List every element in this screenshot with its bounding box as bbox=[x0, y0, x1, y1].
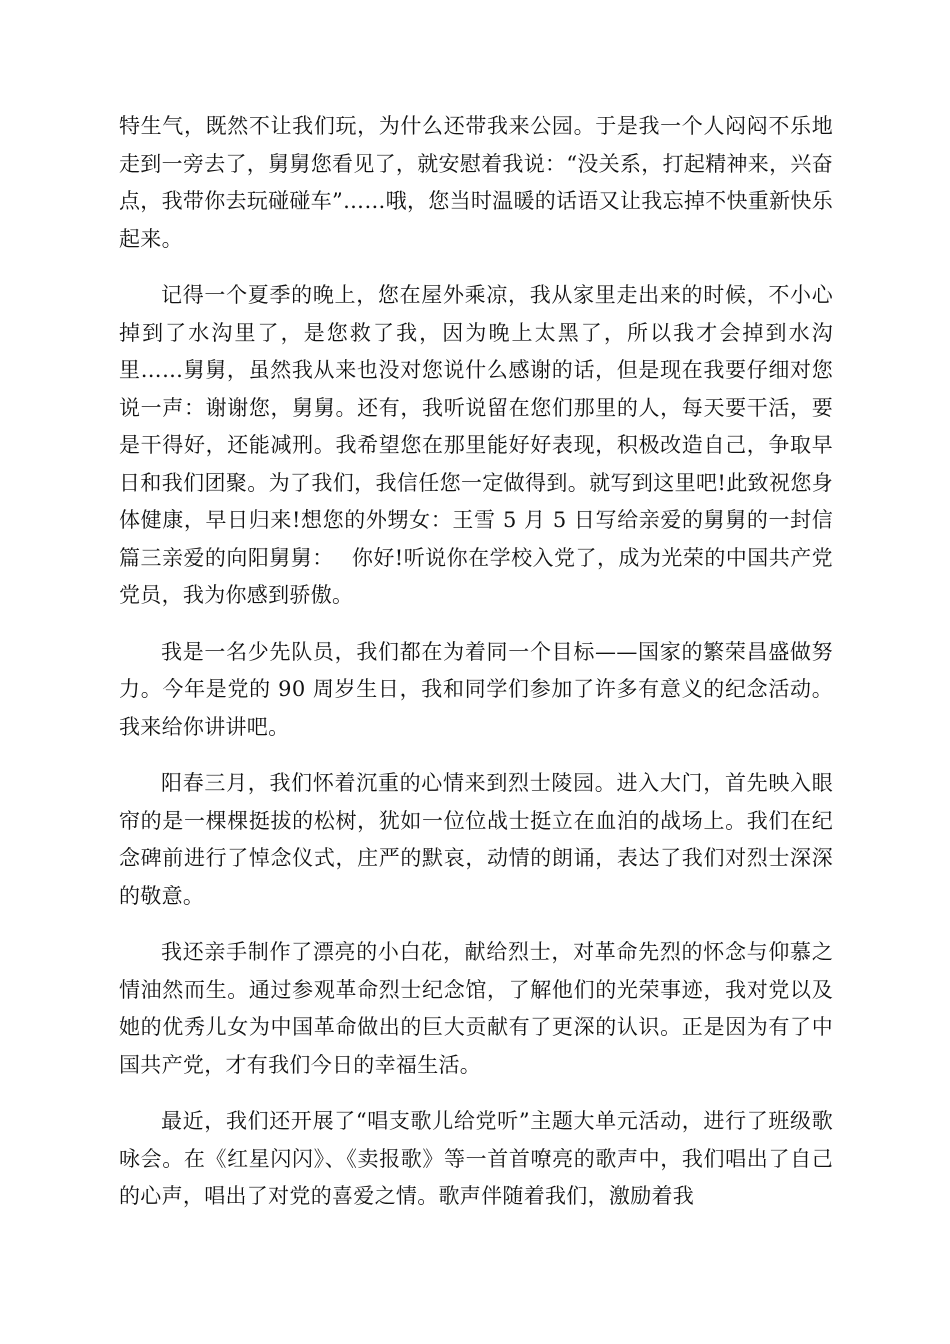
paragraph-6: 最近，我们还开展了“唱支歌儿给党听”主题大单元活动，进行了班级歌咏会。在《红星闪闪》、《卖报歌》等一首首嘹亮的歌声中，我们唱出了自己的心声，唱出了对党的喜爱之情。歌声伴随着我们，激励着我 bbox=[119, 1109, 833, 1208]
paragraph-5: 我还亲手制作了漂亮的小白花，献给烈士，对革命先烈的怀念与仰慕之情油然而生。通过参观革命烈士纪念馆，了解他们的光荣事迹，我对党以及她的优秀儿女为中国革命做出的巨大贡献有了更深的认识。正是因为有了中国共产党，才有我们今日的幸福生活。 bbox=[119, 940, 833, 1077]
paragraph-3: 我是一名少先队员，我们都在为着同一个目标——国家的繁荣昌盛做努力。今年是党的 90 周岁生日，我和同学们参加了许多有意义的纪念活动。我来给你讲讲吧。 bbox=[119, 639, 833, 739]
paragraph-1: 特生气，既然不让我们玩，为什么还带我来公园。于是我一个人闷闷不乐地走到一旁去了，舅舅您看见了，就安慰着我说：“没关系，打起精神来，兴奋点，我带你去玩碰碰车”……哦，您当时温暖的话语又让我忘掉不快重新快乐起来。 bbox=[119, 114, 833, 251]
document-page bbox=[119, 108, 833, 1235]
paragraph-2: 记得一个夏季的晚上，您在屋外乘凉，我从家里走出来的时候，不小心掉到了水沟里了，是您救了我，因为晚上太黑了，所以我才会掉到水沟里……舅舅，虽然我从来也没对您说什么感谢的话，但是现在我要仔细对您说一声：谢谢您，舅舅。还有，我听说留在您们那里的人，每天要干活，要是干得好，还能减刑。我希望您在那里能好好表现，积极改造自己，争取早日和我们团聚。为了我们，我信任您一定做得到。就写到这里吧!此致祝您身体健康，早日归来!想您的外甥女：王雪 5 月 5 日写给亲爱的舅舅的一封信篇三亲爱的向阳舅舅： 你好!听说你在学校入党了，成为光荣的中国共产党党员，我为你感到骄傲。 bbox=[119, 283, 833, 607]
paragraph-4: 阳春三月，我们怀着沉重的心情来到烈士陵园。进入大门，首先映入眼帘的是一棵棵挺拔的松树，犹如一位位战士挺立在血泊的战场上。我们在纪念碑前进行了悼念仪式，庄严的默哀，动情的朗诵，表达了我们对烈士深深的敬意。 bbox=[119, 771, 833, 908]
